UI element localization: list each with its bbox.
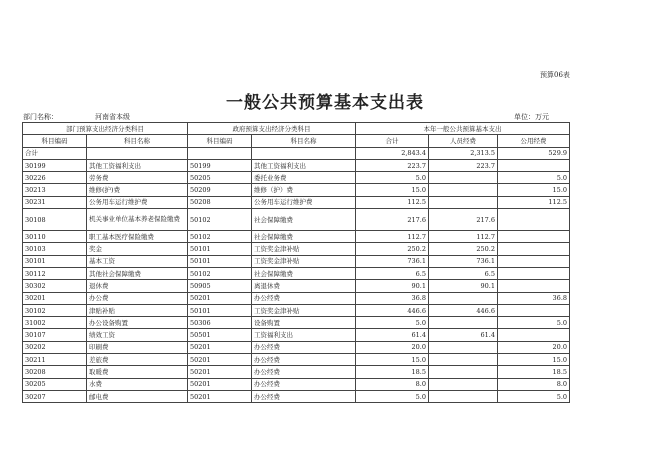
personnel-cell [429, 390, 498, 402]
public-cell: 36.8 [498, 292, 570, 304]
total-label: 合计 [23, 147, 87, 159]
gov-code-cell: 50101 [188, 243, 252, 255]
dept-name-cell: 办公设备购置 [87, 317, 188, 329]
personnel-cell: 736.1 [429, 255, 498, 267]
column-header: 公用经费 [498, 135, 570, 147]
dept-name-cell: 劳务费 [87, 172, 188, 184]
dept-name-cell: 其他工资福利支出 [87, 159, 188, 171]
dept-name-cell: 差旅费 [87, 354, 188, 366]
personnel-cell [429, 184, 498, 196]
gov-name-cell: 工资奖金津补贴 [252, 243, 356, 255]
total-cell: 8.0 [356, 378, 429, 390]
table-row [23, 390, 570, 402]
public-cell [498, 267, 570, 279]
dept-code-cell: 30107 [23, 329, 87, 341]
dept-code-cell: 30108 [23, 209, 87, 231]
public-cell: 15.0 [498, 354, 570, 366]
dept-code-cell: 30103 [23, 243, 87, 255]
table-row [23, 184, 570, 196]
personnel-cell [429, 317, 498, 329]
gov-code-cell: 50201 [188, 378, 252, 390]
table-row [23, 280, 570, 292]
table-row [23, 172, 570, 184]
table-row [23, 267, 570, 279]
gov-code-cell: 50501 [188, 329, 252, 341]
table-row [23, 304, 570, 316]
table-row [23, 292, 570, 304]
total-cell: 5.0 [356, 172, 429, 184]
gov-name-cell: 离退休费 [252, 280, 356, 292]
gov-code-cell: 50208 [188, 196, 252, 208]
total-row [23, 147, 570, 159]
gov-name-cell: 公务用车运行维护费 [252, 196, 356, 208]
dept-name-cell: 职工基本医疗保险缴费 [87, 231, 188, 243]
gov-code-cell: 50209 [188, 184, 252, 196]
dept-name-cell: 办公费 [87, 292, 188, 304]
total-cell: 446.6 [356, 304, 429, 316]
table-row [23, 354, 570, 366]
total-cell: 61.4 [356, 329, 429, 341]
dept-name-cell: 机关事业单位基本养老保险缴费 [87, 209, 188, 231]
gov-code-cell: 50201 [188, 366, 252, 378]
total-cell: 112.7 [356, 231, 429, 243]
gov-code-cell: 50102 [188, 267, 252, 279]
total-cell: 6.5 [356, 267, 429, 279]
table-row [23, 329, 570, 341]
gov-code-cell: 50201 [188, 390, 252, 402]
dept-code-cell: 30211 [23, 354, 87, 366]
total-public: 529.9 [498, 147, 570, 159]
personnel-cell [429, 366, 498, 378]
gov-name-cell: 办公经费 [252, 390, 356, 402]
dept-code-cell: 30226 [23, 172, 87, 184]
gov-name-cell: 其他工资福利支出 [252, 159, 356, 171]
total-cell: 36.8 [356, 292, 429, 304]
personnel-cell [429, 378, 498, 390]
dept-name-cell: 奖金 [87, 243, 188, 255]
gov-name-cell: 工资奖金津补贴 [252, 304, 356, 316]
personnel-cell: 6.5 [429, 267, 498, 279]
personnel-cell: 446.6 [429, 304, 498, 316]
gov-name-cell: 设备购置 [252, 317, 356, 329]
gov-code-cell: 50199 [188, 159, 252, 171]
dept-code-cell: 30110 [23, 231, 87, 243]
gov-name-cell: 工资奖金津补贴 [252, 255, 356, 267]
public-cell: 8.0 [498, 378, 570, 390]
total-cell: 250.2 [356, 243, 429, 255]
dept-code-cell: 30201 [23, 292, 87, 304]
gov-code-cell: 50306 [188, 317, 252, 329]
column-header: 合计 [356, 135, 429, 147]
public-cell: 5.0 [498, 317, 570, 329]
personnel-cell [429, 354, 498, 366]
total-cell: 90.1 [356, 280, 429, 292]
public-cell [498, 329, 570, 341]
gov-name-cell: 社会保障缴费 [252, 267, 356, 279]
personnel-cell [429, 292, 498, 304]
group-header-row [23, 123, 570, 135]
dept-code-cell: 30231 [23, 196, 87, 208]
dept-name-cell: 公务用车运行维护费 [87, 196, 188, 208]
gov-name-cell: 办公经费 [252, 341, 356, 353]
dept-code-cell: 30202 [23, 341, 87, 353]
total-cell: 15.0 [356, 354, 429, 366]
total-cell: 217.6 [356, 209, 429, 231]
public-cell: 20.0 [498, 341, 570, 353]
public-cell [498, 209, 570, 231]
gov-name-cell: 维修（护）费 [252, 184, 356, 196]
table-row [23, 196, 570, 208]
dept-name-cell: 津贴补贴 [87, 304, 188, 316]
public-cell [498, 255, 570, 267]
dept-code-cell: 30207 [23, 390, 87, 402]
gov-name-cell: 工资福利支出 [252, 329, 356, 341]
dept-code-cell: 30102 [23, 304, 87, 316]
table-row [23, 243, 570, 255]
total-cell: 112.5 [356, 196, 429, 208]
personnel-cell [429, 341, 498, 353]
total-personnel: 2,313.5 [429, 147, 498, 159]
dept-code-cell: 30101 [23, 255, 87, 267]
column-header-row [23, 135, 570, 147]
table-row [23, 231, 570, 243]
column-header: 人员经费 [429, 135, 498, 147]
column-header: 科目编码 [23, 135, 87, 147]
dept-code-cell: 30213 [23, 184, 87, 196]
table-row [23, 378, 570, 390]
page-title: 一般公共预算基本支出表 [226, 93, 424, 113]
table-row [23, 317, 570, 329]
dept-name-cell: 绩效工资 [87, 329, 188, 341]
form-number: 预算06表 [540, 71, 570, 79]
gov-name-cell: 社会保障缴费 [252, 209, 356, 231]
public-cell [498, 304, 570, 316]
department-value: 河南省本级 [95, 113, 130, 121]
dept-name-cell: 取暖费 [87, 366, 188, 378]
group-header-gov: 政府预算支出经济分类科目 [188, 123, 356, 135]
gov-code-cell: 50102 [188, 231, 252, 243]
dept-name-cell: 印刷费 [87, 341, 188, 353]
gov-name-cell: 社会保障缴费 [252, 231, 356, 243]
public-cell: 112.5 [498, 196, 570, 208]
column-header: 科目编码 [188, 135, 252, 147]
gov-code-cell: 50201 [188, 354, 252, 366]
public-cell [498, 280, 570, 292]
gov-code-cell: 50201 [188, 341, 252, 353]
total-cell: 20.0 [356, 341, 429, 353]
gov-name-cell: 委托业务费 [252, 172, 356, 184]
table-row [23, 209, 570, 231]
dept-name-cell: 基本工资 [87, 255, 188, 267]
group-header-dept: 部门预算支出经济分类科目 [23, 123, 188, 135]
personnel-cell: 61.4 [429, 329, 498, 341]
dept-code-cell: 30302 [23, 280, 87, 292]
total-cell: 5.0 [356, 390, 429, 402]
public-cell: 5.0 [498, 390, 570, 402]
gov-code-cell: 50102 [188, 209, 252, 231]
column-header: 科目名称 [87, 135, 188, 147]
gov-code-cell: 50101 [188, 304, 252, 316]
gov-code-cell: 50101 [188, 255, 252, 267]
public-cell: 5.0 [498, 172, 570, 184]
public-cell [498, 159, 570, 171]
dept-code-cell: 30112 [23, 267, 87, 279]
gov-name-cell: 办公经费 [252, 366, 356, 378]
personnel-cell: 250.2 [429, 243, 498, 255]
gov-name-cell: 办公经费 [252, 292, 356, 304]
total-cell: 18.5 [356, 366, 429, 378]
expenditure-table [22, 122, 570, 403]
table-row [23, 159, 570, 171]
dept-name-cell: 邮电费 [87, 390, 188, 402]
dept-name-cell: 其他社会保障缴费 [87, 267, 188, 279]
gov-code-cell: 50201 [188, 292, 252, 304]
column-header: 科目名称 [252, 135, 356, 147]
public-cell: 18.5 [498, 366, 570, 378]
gov-name-cell: 办公经费 [252, 354, 356, 366]
group-header-budget: 本年一般公共预算基本支出 [356, 123, 570, 135]
personnel-cell [429, 172, 498, 184]
dept-name-cell: 维修(护)费 [87, 184, 188, 196]
dept-code-cell: 30208 [23, 366, 87, 378]
personnel-cell: 112.7 [429, 231, 498, 243]
table-row [23, 255, 570, 267]
public-cell [498, 231, 570, 243]
total-cell: 15.0 [356, 184, 429, 196]
dept-code-cell: 31002 [23, 317, 87, 329]
dept-name-cell: 退休费 [87, 280, 188, 292]
total-sum: 2,843.4 [356, 147, 429, 159]
unit-label: 单位：万元 [514, 113, 549, 121]
department-label: 部门名称： [23, 113, 58, 121]
public-cell [498, 243, 570, 255]
dept-code-cell: 30199 [23, 159, 87, 171]
personnel-cell: 223.7 [429, 159, 498, 171]
total-cell: 223.7 [356, 159, 429, 171]
gov-name-cell: 办公经费 [252, 378, 356, 390]
dept-code-cell: 30205 [23, 378, 87, 390]
personnel-cell: 217.6 [429, 209, 498, 231]
table-row [23, 366, 570, 378]
total-cell: 5.0 [356, 317, 429, 329]
total-cell: 736.1 [356, 255, 429, 267]
table-row [23, 341, 570, 353]
gov-code-cell: 50205 [188, 172, 252, 184]
gov-code-cell: 50905 [188, 280, 252, 292]
public-cell: 15.0 [498, 184, 570, 196]
personnel-cell: 90.1 [429, 280, 498, 292]
personnel-cell [429, 196, 498, 208]
dept-name-cell: 水费 [87, 378, 188, 390]
